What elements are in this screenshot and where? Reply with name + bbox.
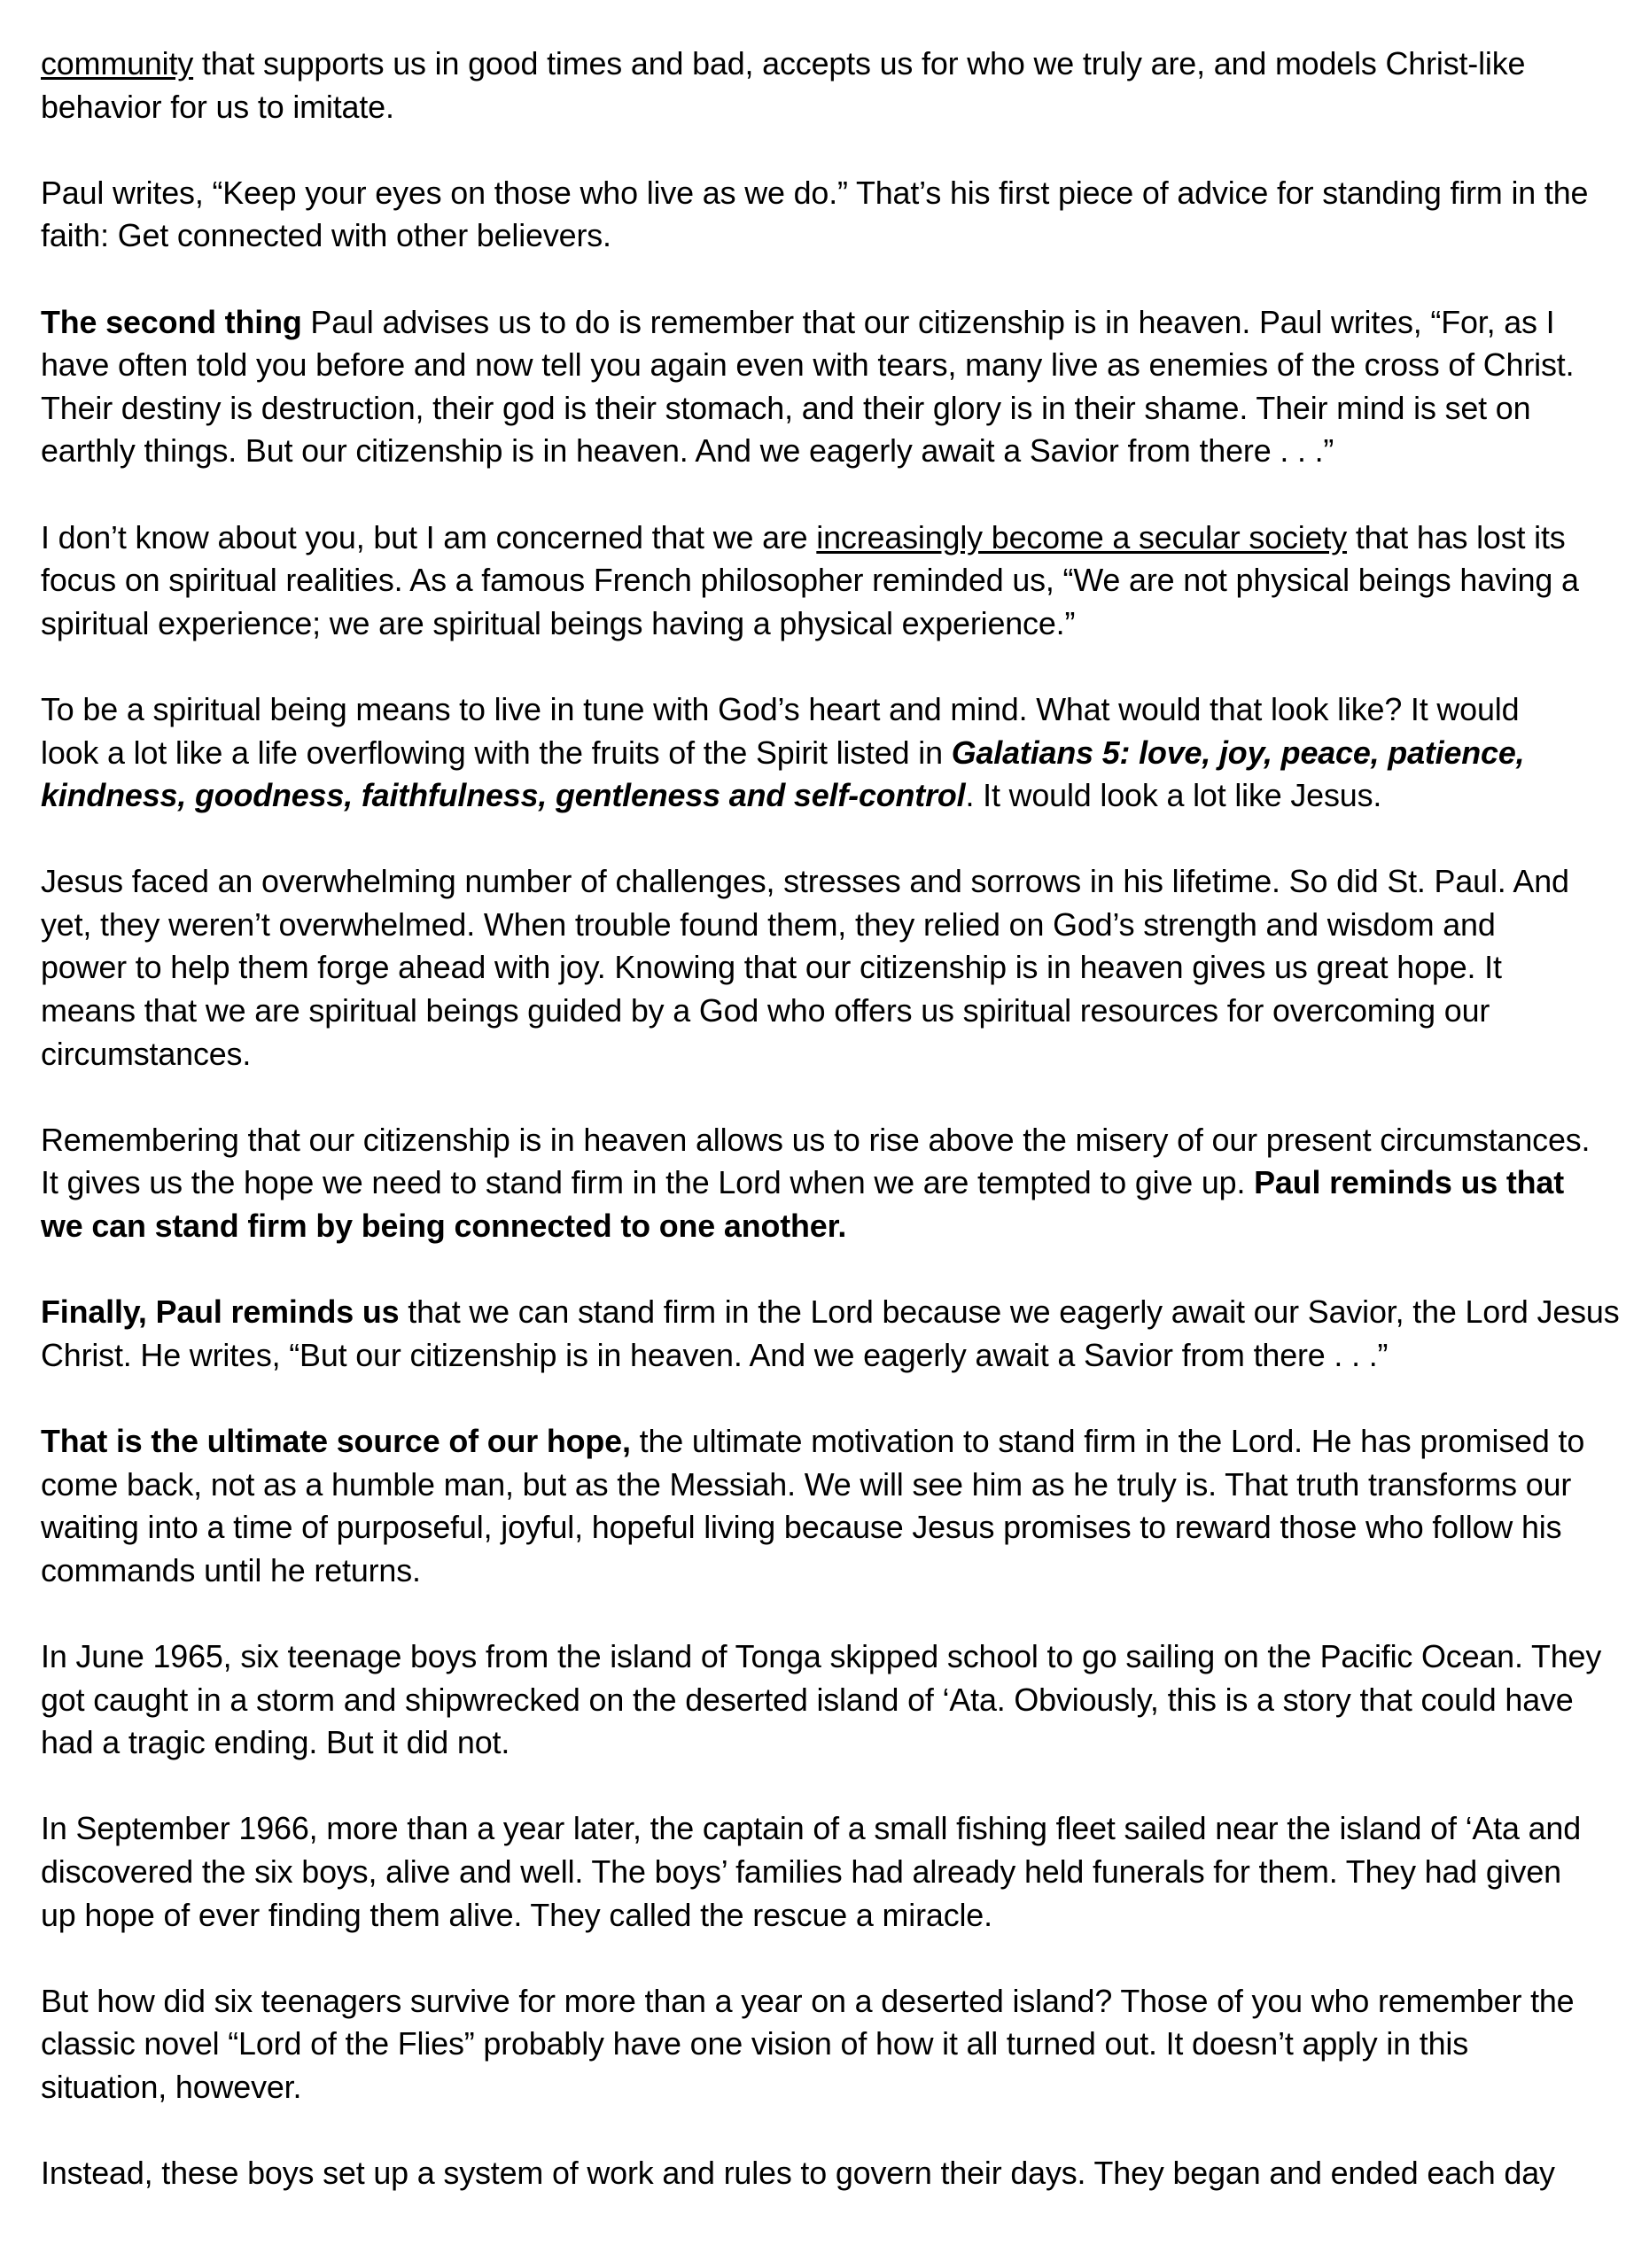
text-line (41, 1894, 1621, 1938)
paragraph (41, 1807, 1626, 1937)
paragraph (41, 301, 1626, 473)
bold-text: Paul reminds us that (1254, 1164, 1564, 1201)
paragraph (41, 1420, 1626, 1592)
text-line (41, 946, 1621, 990)
text-run: But how did six teenagers survive for more than a year on a deserted island? Those of you who remember the (41, 1982, 1575, 2019)
text-line (41, 1807, 1621, 1851)
bold-italic-text: Galatians 5: love, joy, peace, patience, (951, 734, 1525, 771)
text-line (41, 904, 1621, 947)
text-line (41, 688, 1621, 732)
text-line (41, 1161, 1621, 1205)
text-run: earthly things. But our citizenship is in heaven. And we eagerly await a Savior from there . . .” (41, 432, 1334, 470)
text-line (41, 774, 1621, 818)
text-run: that we can stand firm in the Lord because we eagerly await our Savior, the Lord Jesus (399, 1293, 1620, 1331)
text-run: had a tragic ending. But it did not. (41, 1724, 510, 1761)
text-run: waiting into a time of purposeful, joyful, hopeful living because Jesus promises to reward those who follow his (41, 1509, 1562, 1546)
text-run: . It would look a lot like Jesus. (965, 777, 1382, 814)
text-run: commands until he returns. (41, 1551, 421, 1588)
text-run: behavior for us to imitate. (41, 88, 394, 125)
text-line (41, 214, 1621, 258)
text-run: power to help them forge ahead with joy. Knowing that our citizenship is in heaven gives us great hope. It (41, 949, 1502, 986)
text-line (41, 1851, 1621, 1894)
text-line (41, 43, 1621, 86)
paragraph (41, 2152, 1626, 2195)
text-line (41, 1721, 1621, 1765)
paragraph (41, 688, 1626, 818)
text-run: yet, they weren’t overwhelmed. When trouble found them, they relied on God’s strength and wisdom and (41, 905, 1496, 943)
text-line (41, 1334, 1621, 1378)
text-run: It gives us the hope we need to stand firm in the Lord when we are tempted to give up. (41, 1164, 1255, 1201)
text-run: classic novel “Lord of the Flies” probably have one vision of how it all turned out. It doesn’t apply in this (41, 2025, 1469, 2062)
text-line (41, 2023, 1621, 2066)
text-line (41, 1635, 1621, 1679)
paragraph (41, 517, 1626, 646)
text-line (41, 1119, 1621, 1162)
text-run: discovered the six boys, alive and well. The boys’ families had already held funerals for them. They had given (41, 1852, 1561, 1890)
text-line (41, 86, 1621, 129)
text-run: got caught in a storm and shipwrecked on the deserted island of ‘Ata. Obviously, this is a story that could have (41, 1681, 1574, 1718)
underlined-text: community (41, 45, 194, 82)
text-line (41, 602, 1621, 646)
text-line (41, 559, 1621, 602)
text-line (41, 1550, 1621, 1593)
text-run: Jesus faced an overwhelming number of challenges, stresses and sorrows in his lifetime. So did St. Paul. And (41, 863, 1569, 900)
paragraph (41, 1291, 1626, 1377)
paragraph (41, 860, 1626, 1076)
bold-text: Finally, Paul reminds us (41, 1293, 400, 1331)
text-line (41, 344, 1621, 387)
text-line (41, 732, 1621, 775)
text-line (41, 1980, 1621, 2023)
text-run: Paul writes, “Keep your eyes on those who live as we do.” That’s his first piece of advice for standing firm in the (41, 174, 1589, 211)
text-line (41, 1033, 1621, 1076)
text-line (41, 1679, 1621, 1722)
text-line (41, 2152, 1621, 2195)
text-line (41, 1420, 1621, 1464)
text-run: spiritual experience; we are spiritual beings having a physical experience.” (41, 604, 1076, 641)
text-run: that has lost its (1347, 518, 1566, 555)
text-line (41, 517, 1621, 560)
text-run: situation, however. (41, 2068, 302, 2105)
text-run: have often told you before and now tell you again even with tears, many live as enemies of the cross of Christ. (41, 346, 1575, 384)
text-run: In June 1965, six teenage boys from the island of Tonga skipped school to go sailing on the Pacific Ocean. They (41, 1637, 1602, 1674)
text-run: To be a spiritual being means to live in tune with God’s heart and mind. What would that look like? It would (41, 690, 1520, 727)
text-line (41, 301, 1621, 345)
text-run: Their destiny is destruction, their god is their stomach, and their glory is in their shame. Their mind is set on (41, 389, 1531, 426)
text-run: circumstances. (41, 1035, 252, 1072)
underlined-text: increasingly become a secular society (816, 518, 1348, 555)
bold-text: The second thing (41, 303, 302, 340)
text-run: Remembering that our citizenship is in heaven allows us to rise above the misery of our present circumstances. (41, 1121, 1591, 1158)
text-line (41, 1506, 1621, 1550)
text-run: look a lot like a life overflowing with the fruits of the Spirit listed in (41, 734, 952, 771)
text-run: up hope of ever finding them alive. They called the rescue a miracle. (41, 1896, 992, 1933)
paragraph (41, 1635, 1626, 1765)
text-line (41, 172, 1621, 215)
text-line (41, 2066, 1621, 2109)
text-run: faith: Get connected with other believers. (41, 217, 611, 254)
text-line (41, 1205, 1621, 1248)
text-line (41, 1464, 1621, 1507)
bold-italic-text: kindness, goodness, faithfulness, gentleness and self-control (41, 777, 966, 814)
text-run: the ultimate motivation to stand firm in the Lord. He has promised to (630, 1423, 1585, 1459)
text-run: come back, not as a humble man, but as the Messiah. We will see him as he truly is. That truth transforms our (41, 1465, 1572, 1503)
text-run: In September 1966, more than a year later, the captain of a small fishing fleet sailed near the island of ‘Ata and (41, 1810, 1582, 1847)
text-line (41, 430, 1621, 473)
text-run: focus on spiritual realities. As a famous French philosopher reminded us, “We are not physical beings having a (41, 562, 1579, 599)
text-run: means that we are spiritual beings guided by a God who offers us spiritual resources for overcoming our (41, 992, 1490, 1029)
paragraph (41, 172, 1626, 258)
text-run: Christ. He writes, “But our citizenship is in heaven. And we eagerly await a Savior from there . . .” (41, 1336, 1389, 1373)
text-line (41, 1291, 1621, 1334)
bold-text: we can stand firm by being connected to one another. (41, 1208, 847, 1245)
bold-text: That is the ultimate source of our hope, (41, 1423, 631, 1459)
document-page (41, 43, 1626, 2238)
paragraph (41, 1119, 1626, 1248)
text-line (41, 387, 1621, 431)
text-line (41, 990, 1621, 1033)
text-line (41, 860, 1621, 904)
text-run: that supports us in good times and bad, accepts us for who we truly are, and models Christ-like (193, 45, 1526, 82)
text-run: Paul advises us to do is remember that our citizenship is in heaven. Paul writes, “For, as I (301, 303, 1555, 340)
text-run: I don’t know about you, but I am concerned that we are (41, 518, 817, 555)
paragraph (41, 43, 1626, 128)
text-run: Instead, these boys set up a system of work and rules to govern their days. They began and ended each day (41, 2155, 1555, 2192)
paragraph (41, 1980, 1626, 2109)
